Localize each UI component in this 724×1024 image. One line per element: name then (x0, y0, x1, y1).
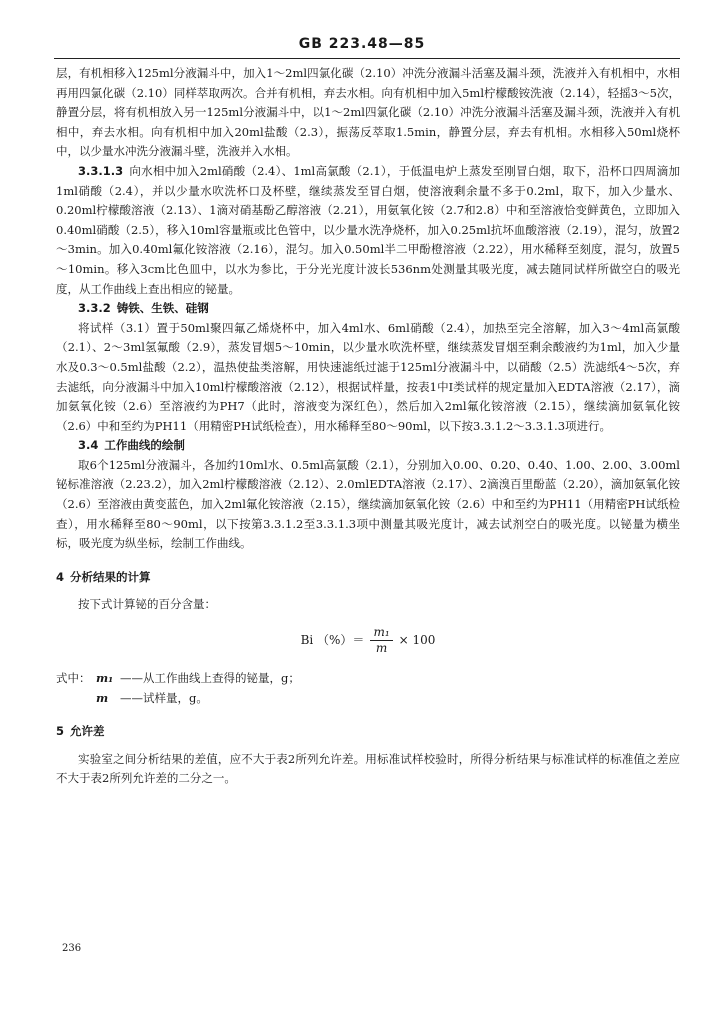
paragraph-continued: 层，有机相移入125ml分液漏斗中，加入1～2ml四氯化碳（2.10）冲洗分液漏斗活塞及漏斗颈，洗液并入有机相中，水相再用四氯化碳（2.10）同样萃取两次。合并有机相，弃去水相。向有机相中加入5ml柠檬酸铵洗液（2.14），轻摇3～5次，静置分层，将有机相放入另一125ml分液漏斗中，以1～2ml四氯化碳（2.10）冲洗分液漏斗活塞及漏斗颈，洗液并入有机相中，弃去水相。向有机相中加入20ml盐酸（2.3），振荡反萃取1.5min，静置分层，弃去有机相。水相移入50ml烧杯中，以少量水冲洗分液漏斗壁，洗液并入水相。 (56, 66, 680, 159)
variable-description: ——试样量，g。 (120, 690, 208, 705)
formula-denominator: m (375, 641, 388, 656)
section-4-text: 按下式计算铋的百分含量： (78, 597, 216, 612)
standard-number-header: GB 223.48—85 (298, 36, 426, 52)
section-text: 向水相中加入2ml硝酸（2.4）、1ml高氯酸（2.1），于低温电炉上蒸发至刚冒白烟，取下，沿杯口四周滴加1ml硝酸（2.4），并以少量水吹洗杯口及杯壁，继续蒸发至冒白烟，使溶液剩余量不多于0.2ml，取下，加入少量水、0.20ml柠檬酸溶液（2.13）、1滴对硝基酚乙醇溶液（2.21），用氨氧化铵（2.7和2.8）中和至溶液恰变鲜黄色，立即加入0.40ml硝酸（2.5），移入10ml容量瓶或比色管中，以少量水洗净烧杯，加入0.25ml抗坏血酸溶液（2.19），混匀，放置2～3min。加入0.40ml氟化铵溶液（2.16），混匀。加入0.50ml半二甲酚橙溶液（2.22），用水稀释至刻度，混匀，放置5～10min。移入3cm比色皿中，以水为参比，于分光光度计波长536nm处测量其吸光度，减去随同试样所做空白的吸光度，从工作曲线上查出相应的铋量。 (56, 163, 680, 296)
section-3-3-2-heading (56, 299, 680, 319)
section-number: 3.4 (78, 438, 99, 453)
section-5-heading (56, 722, 680, 742)
section-3-3-1-3 (56, 162, 680, 299)
formula-variables (56, 669, 680, 708)
formula-rhs: × 100 (398, 632, 436, 647)
document-body (56, 64, 680, 789)
header-rule (54, 58, 680, 59)
formula-numerator: m₁ (370, 625, 392, 641)
section-title: 分析结果的计算 (70, 569, 151, 584)
variable-symbol: m (96, 690, 109, 705)
variable-symbol: m₁ (96, 671, 114, 686)
formula (56, 625, 680, 659)
page-number: 236 (62, 943, 82, 954)
section-number: 3.3.1.3 (78, 163, 124, 178)
formula-lhs: Bi （%）＝ (300, 632, 365, 647)
section-number: 3.3.2 (78, 301, 111, 316)
section-3-4-heading (56, 436, 680, 456)
formula-fraction (370, 625, 392, 656)
section-title: 允许差 (70, 724, 105, 739)
section-4-heading (56, 568, 680, 588)
section-3-4-text: 取6个125ml分液漏斗，各加约10ml水、0.5ml高氯酸（2.1），分别加入0.00、0.20、0.40、1.00、2.00、3.00ml铋标准溶液（2.23.2），加入2ml柠檬酸溶液（2.12）、2.0mlEDTA溶液（2.17）、2滴溴百里酚蓝（2.20），滴加氨氧化铵（2.6）至溶液由黄变蓝色，加入2ml氟化铵溶液（2.15），继续滴加氨氧化铵（2.6）中和至约为PH11（用精密PH试纸检查），用水稀释至80～90ml，以下按第3.3.1.2至3.3.1.3项中测量其吸光度计，减去试剂空白的吸光度。以铋量为横坐标，吸光度为纵坐标，绘制工作曲线。 (56, 457, 680, 551)
section-5-text: 实验室之间分析结果的差值，应不大于表2所列允许差。用标准试样校验时，所得分析结果与标准试样的标准值之差应不大于表2所列允许差的二分之一。 (56, 751, 680, 786)
where-label: 式中： (56, 671, 91, 686)
variable-description: ——从工作曲线上查得的铋量，g； (120, 671, 300, 686)
section-title: 铸铁、生铁、硅钢 (116, 301, 209, 316)
section-3-3-2-text: 将试样（3.1）置于50ml聚四氟乙烯烧杯中，加入4ml水、6ml硝酸（2.4），加热至完全溶解，加入3～4ml高氯酸（2.1）、2～3ml氢氟酸（2.9），蒸发冒烟5～10min，以少量水吹洗杯壁，继续蒸发冒烟至剩余酸液约为1ml，加入少量水及0.3～0.5ml盐酸（2.2），温热使盐类溶解，用快速滤纸过滤于125ml分液漏斗中，以硝酸（2.5）洗滤纸4～5次，弃去滤纸，向分液漏斗中加入10ml柠檬酸溶液（2.12），根据试样量，按表1中Ⅰ类试样的规定量加入EDTA溶液（2.17），滴加氨氧化铵（2.6）至溶液约为PH7（此时，溶液变为深红色），然后加入2ml氟化铵溶液（2.15），继续滴加氨氧化铵（2.6）中和至约为PH11（用精密PH试纸检查），用水稀释至80～90ml，以下按3.3.1.2～3.3.1.3项进行。 (56, 320, 680, 433)
section-number: 5 (56, 724, 65, 739)
section-title: 工作曲线的绘制 (104, 438, 185, 453)
section-number: 4 (56, 569, 65, 584)
